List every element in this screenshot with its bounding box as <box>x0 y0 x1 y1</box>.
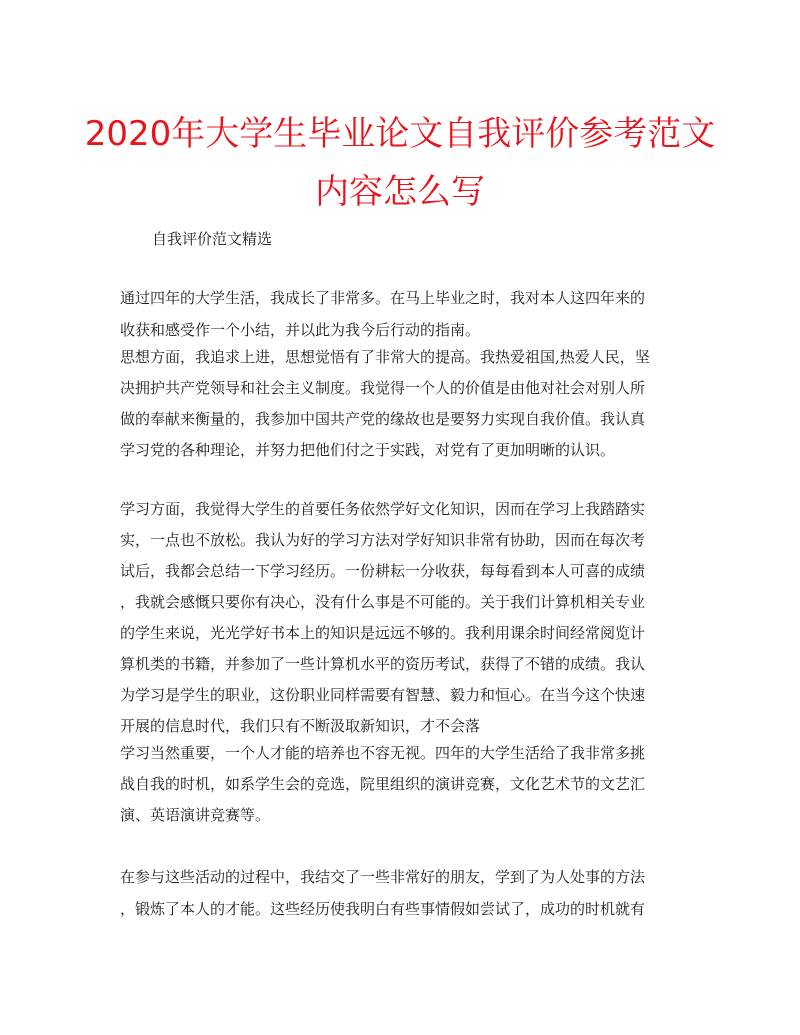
body-line: 开展的信息时代，我们只有不断汲取新知识，才不会落 <box>120 717 481 735</box>
body-line: ，我就会感慨只要你有决心，没有什么事是不可能的。关于我们计算机相关专业 <box>120 593 646 611</box>
body-line: 思想方面，我追求上进，思想觉悟有了非常大的提高。我热爱祖国,热爱人民，坚 <box>120 348 650 366</box>
document-title-line-1: 2020年大学生毕业论文自我评价参考范文 <box>84 114 716 154</box>
body-line: 学习党的各种理论，并努力把他们付之于实践，对党有了更加明晰的认识。 <box>120 441 616 459</box>
body-line: 实，一点也不放松。我认为好的学习方法对学好知识非常有协助，因而在每次考 <box>120 531 646 549</box>
document-subtitle: 自我评价范文精选 <box>152 230 273 248</box>
body-line: 试后，我都会总结一下学习经历。一份耕耘一分收获，每每看到本人可喜的成绩 <box>120 562 646 580</box>
body-line: 演、英语演讲竞赛等。 <box>120 806 271 824</box>
body-line: 战自我的时机，如系学生会的竞选，院里组织的演讲竞赛，文化艺术节的文艺汇 <box>120 775 646 793</box>
body-line: 做的奉献来衡量的，我参加中国共产党的缘故也是要努力实现自我价值。我认真 <box>120 410 646 428</box>
document-title-line-2: 内容怎么写 <box>315 172 485 212</box>
body-line: 的学生来说，光光学好书本上的知识是远远不够的。我利用课余时间经常阅览计 <box>120 624 646 642</box>
body-line: 学习当然重要，一个人才能的培养也不容无视。四年的大学生活给了我非常多挑 <box>120 744 646 762</box>
body-line: 通过四年的大学生活，我成长了非常多。在马上毕业之时，我对本人这四年来的 <box>120 289 646 307</box>
body-line: 为学习是学生的职业，这份职业同样需要有智慧、毅力和恒心。在当今这个快速 <box>120 686 646 704</box>
body-line: 决拥护共产党领导和社会主义制度。我觉得一个人的价值是由他对社会对别人所 <box>120 379 646 397</box>
body-line: ，锻炼了本人的才能。这些经历使我明白有些事情假如尝试了，成功的时机就有 <box>120 900 646 918</box>
body-line: 算机类的书籍，并参加了一些计算机水平的资历考试，获得了不错的成绩。我认 <box>120 655 646 673</box>
body-line: 学习方面，我觉得大学生的首要任务依然学好文化知识，因而在学习上我踏踏实 <box>120 500 646 518</box>
body-line: 收获和感受作一个小结，并以此为我今后行动的指南。 <box>120 321 481 339</box>
body-line: 在参与这些活动的过程中，我结交了一些非常好的朋友，学到了为人处事的方法 <box>120 868 646 886</box>
